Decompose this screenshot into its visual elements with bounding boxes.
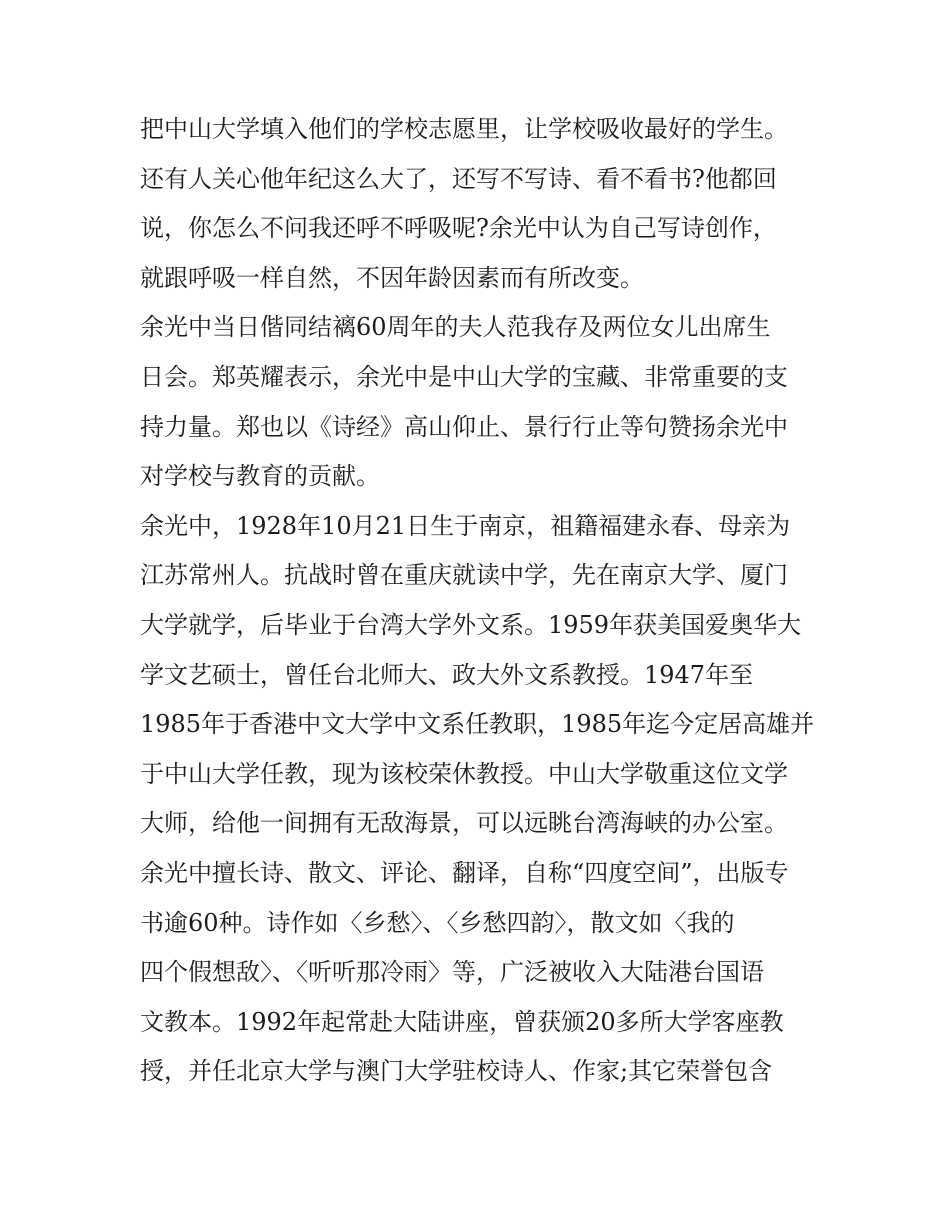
text-line: 大师，给他一间拥有无敌海景，可以远眺台湾海峡的办公室。 [140, 809, 788, 838]
text-line: 还有人关心他年纪这么大了，还写不写诗、看不看书?他都回 [140, 164, 777, 193]
text-line: 余光中，1928年10月21日生于南京，祖籍福建永春、母亲为 [140, 511, 791, 540]
text-line: 说，你怎么不问我还呼不呼吸呢?余光中认为自己写诗创作， [140, 214, 777, 243]
text-line: 1985年于香港中文大学中文系任教职，1985年迄今定居高雄并 [140, 710, 815, 739]
text-line: 于中山大学任教，现为该校荣休教授。中山大学敬重这位文学 [140, 759, 788, 788]
text-line: 书逾60种。诗作如〈乡愁〉、〈乡愁四韵〉，散文如〈我的 [140, 908, 735, 937]
text-line: 日会。郑英耀表示，余光中是中山大学的宝藏、非常重要的支 [140, 362, 788, 391]
text-line: 四个假想敌〉、〈听听那冷雨〉等，广泛被收入大陆港台国语 [140, 958, 764, 987]
text-line: 文教本。1992年起常赴大陆讲座，曾获颁20多所大学客座教 [140, 1007, 784, 1036]
text-line: 对学校与教育的贡献。 [140, 462, 380, 491]
article-body [140, 105, 830, 1097]
text-line: 余光中当日偕同结褵60周年的夫人范我存及两位女儿出席生 [140, 313, 771, 342]
text-line: 余光中擅长诗、散文、评论、翻译，自称“四度空间”，出版专 [140, 858, 789, 887]
text-line: 授，并任北京大学与澳门大学驻校诗人、作家;其它荣誉包含 [140, 1057, 773, 1086]
text-line: 江苏常州人。抗战时曾在重庆就读中学，先在南京大学、厦门 [140, 561, 788, 590]
text-line: 就跟呼吸一样自然，不因年龄因素而有所改变。 [140, 263, 644, 292]
text-line: 大学就学，后毕业于台湾大学外文系。1959年获美国爱奥华大 [140, 610, 802, 639]
text-line: 持力量。郑也以《诗经》高山仰止、景行行止等句赞扬余光中 [140, 412, 788, 441]
text-line: 把中山大学填入他们的学校志愿里，让学校吸收最好的学生。 [140, 115, 788, 143]
text-line: 学文艺硕士，曾任台北师大、政大外文系教授。1947年至 [140, 660, 754, 689]
